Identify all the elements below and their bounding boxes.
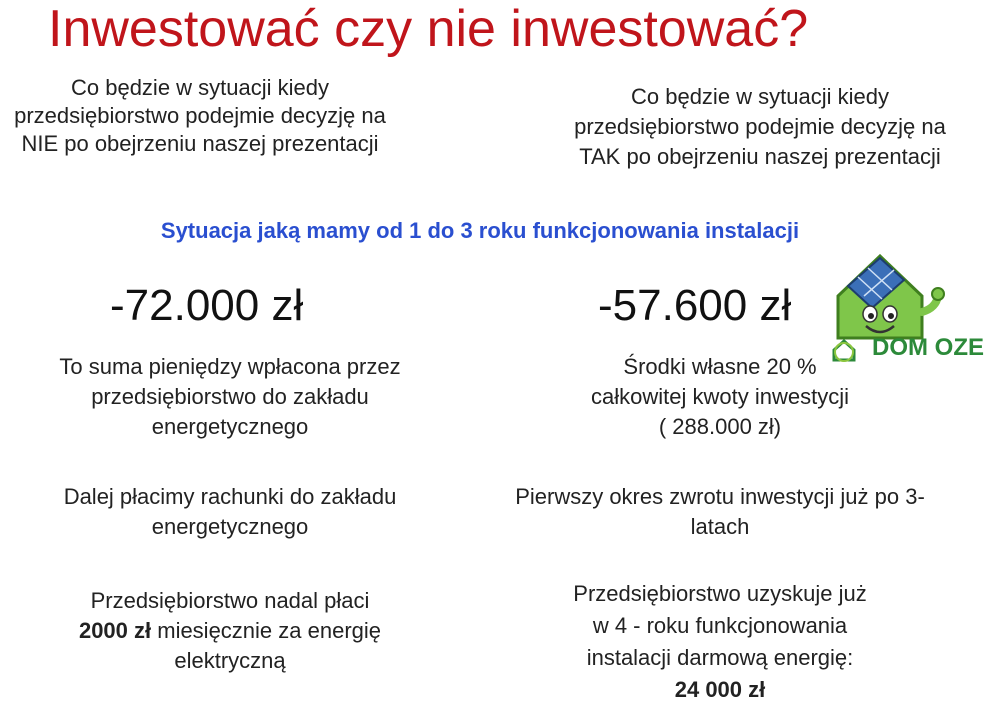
- yes-description-1-line2: całkowitej kwoty inwestycji: [591, 384, 849, 409]
- yes-description-3-line3: instalacji darmową energię:: [586, 645, 854, 670]
- monthly-cost: 2000 zł: [78, 618, 152, 643]
- amount-no: -72.000 zł: [110, 281, 304, 330]
- no-description-3: [30, 586, 430, 676]
- free-energy-value: 24 000 zł: [674, 677, 766, 702]
- no-description-2: Dalej płacimy rachunki do zakładu energetycznego: [63, 484, 397, 539]
- page-title: Inwestować czy nie inwestować?: [48, 0, 809, 58]
- yes-description-2: Pierwszy okres zwrotu inwestycji już po 3-latach: [515, 484, 925, 539]
- question-yes: Co będzie w sytuacji kiedy przedsiębiorstwo podejmie decyzję na TAK po obejrzeniu naszej prezentacji: [574, 84, 946, 169]
- house-mascot-icon: [838, 256, 944, 338]
- yes-description-1-line3: ( 288.000 zł): [658, 414, 782, 439]
- amount-yes: -57.600 zł: [598, 281, 792, 330]
- logo-text: DOM OZE: [872, 334, 984, 361]
- yes-description-3-line2: w 4 - roku funkcjonowania: [592, 613, 848, 638]
- yes-description-1-line1: Środki własne 20 %: [623, 354, 817, 379]
- subtitle: Sytuacja jaką mamy od 1 do 3 roku funkcjonowania instalacji: [160, 218, 800, 243]
- no-description-3-line1: Przedsiębiorstwo nadal płaci: [90, 588, 370, 613]
- no-description-3-line2: [30, 616, 430, 676]
- no-description-1: To suma pieniędzy wpłacona przez przedsiębiorstwo do zakładu energetycznego: [59, 354, 401, 439]
- question-no: Co będzie w sytuacji kiedy przedsiębiorstwo podejmie decyzję na NIE po obejrzeniu naszej prezentacji: [14, 75, 386, 156]
- no-description-3-rest: miesięcznie za energię elektryczną: [151, 618, 382, 673]
- house-small-icon: [834, 341, 854, 361]
- yes-description-3-line1: Przedsiębiorstwo uzyskuje już: [573, 581, 867, 606]
- yes-description-3: [510, 578, 930, 706]
